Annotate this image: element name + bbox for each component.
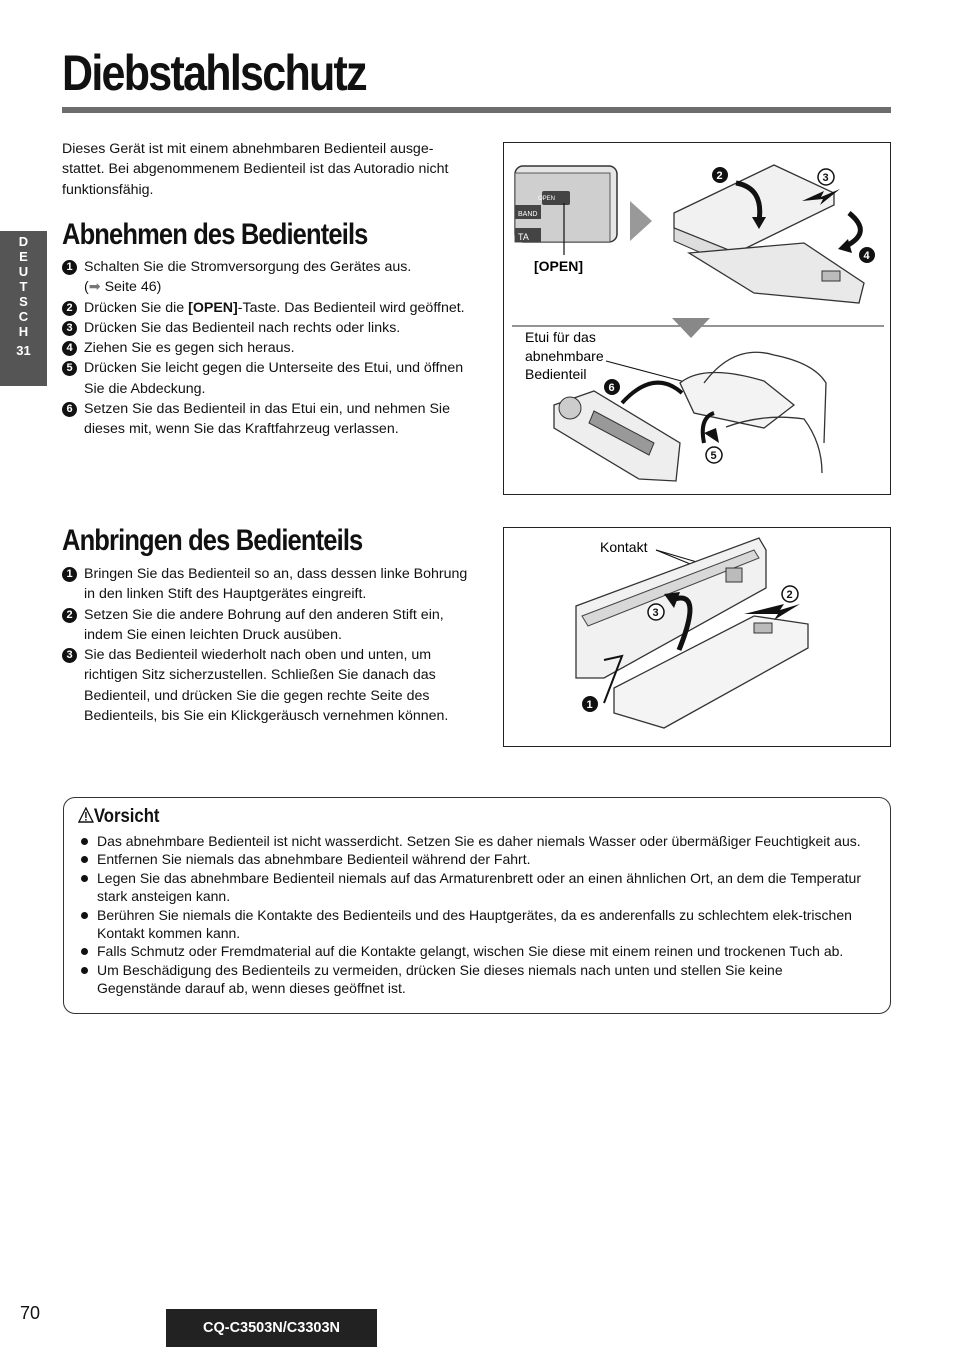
caution-heading <box>78 806 159 828</box>
figure-step-number: 5 <box>710 450 717 462</box>
side-tab-letter: E <box>19 249 28 264</box>
step-number: 3 <box>62 648 77 663</box>
step-item <box>62 358 472 399</box>
remove-figure <box>503 142 891 495</box>
step-number: 6 <box>62 402 77 417</box>
language-side-tab <box>0 231 47 386</box>
caution-item: Das abnehmbare Bedienteil ist nicht wasserdicht. Setzen Sie es daher niemals Wasser oder übermäßiger Feuchtigkeit aus. <box>78 832 868 850</box>
step-item <box>62 645 472 726</box>
figure-step-number: 2 <box>786 589 793 601</box>
main-unit-drawing <box>576 538 808 728</box>
caution-list <box>78 832 868 998</box>
step-text: Drücken Sie die <box>84 299 189 316</box>
step-item <box>62 298 472 318</box>
step-item <box>62 318 472 338</box>
step-text: Schalten Sie die Stromversorgung des Gerätes aus. <box>84 259 412 275</box>
step-number: 4 <box>62 341 77 356</box>
caution-item: Berühren Sie niemals die Kontakte des Bedienteils und des Hauptgerätes, da es anderenfalls zu schlechtem elek-trischen Kontakt kommen kann. <box>78 906 868 943</box>
arrow-down-icon <box>672 318 710 338</box>
figure-step-number: 3 <box>822 172 829 184</box>
attach-figure <box>503 527 891 747</box>
page-number: 70 <box>20 1303 41 1323</box>
hands-with-case-drawing <box>680 352 826 473</box>
side-tab-page: 31 <box>16 343 31 358</box>
step-item <box>62 399 472 440</box>
side-tab-letter: T <box>19 279 28 294</box>
attach-illustration <box>504 528 890 746</box>
side-tab-letter: D <box>18 234 29 249</box>
step-number: 1 <box>62 567 77 582</box>
step-item <box>62 338 472 358</box>
step-text: Setzen Sie die andere Bohrung auf den anderen Stift ein, indem Sie einen leichten Druck ausüben. <box>84 606 444 643</box>
step-number: 1 <box>62 260 77 275</box>
step-number: 5 <box>62 361 77 376</box>
step-text: -Taste. Das Bedienteil wird geöffnet. <box>237 299 465 316</box>
remove-steps <box>62 257 472 440</box>
radio-button-text: OPEN <box>538 196 556 202</box>
contact-label: Kontakt <box>600 539 648 555</box>
attach-steps <box>62 564 472 726</box>
warning-icon <box>78 807 94 823</box>
title-rule <box>62 107 891 113</box>
figure-step-number: 1 <box>586 699 593 711</box>
figure-step-number: 4 <box>863 250 870 262</box>
radio-button-text: BAND <box>518 211 538 218</box>
side-tab-letter: C <box>18 309 29 324</box>
step-number: 2 <box>62 301 77 316</box>
side-tab-letter: S <box>19 294 28 309</box>
figure-step-number: 6 <box>608 382 615 394</box>
radio-button-text: TA <box>518 232 529 242</box>
step-text: Setzen Sie das Bedienteil in das Etui ein, und nehmen Sie dieses mit, wenn Sie das Kraftfahrzeug verlassen. <box>84 401 450 438</box>
caution-item: Entfernen Sie niemals das abnehmbare Bedienteil während der Fahrt. <box>78 850 868 868</box>
step-text: Bringen Sie das Bedienteil so an, dass dessen linke Bohrung in den linken Stift des Hauptgerätes eingreift. <box>84 566 468 603</box>
open-key-label: [OPEN] <box>188 299 238 316</box>
page-title: Diebstahlschutz <box>62 45 366 101</box>
step-text: Sie das Bedienteil wiederholt nach oben und unten, um richtigen Sitz sicherzustellen. Schließen Sie danach das Bedienteil, und drücken Sie die gegen rechte Seite des Bedienteils, bis Sie ein Klickgeräusch vernehmen können. <box>84 647 449 725</box>
caution-item: Falls Schmutz oder Fremdmaterial auf die Kontakte gelangt, wischen Sie diese mit einem reinen und trockenen Tuch ab. <box>78 942 868 960</box>
figure-step-number: 3 <box>652 607 659 619</box>
remove-illustration <box>504 143 890 494</box>
step-item <box>62 564 472 605</box>
caution-title: Vorsicht <box>93 806 160 827</box>
side-tab-letter: U <box>18 264 29 279</box>
figure-step-number: 2 <box>716 170 723 182</box>
arrow-right-icon <box>630 201 652 241</box>
step-item <box>62 257 472 298</box>
section-heading-remove: Abnehmen des Bedienteils <box>62 218 368 251</box>
step-text: Ziehen Sie es gegen sich heraus. <box>84 340 295 357</box>
open-callout-label: [OPEN] <box>534 258 583 274</box>
caution-item: Um Beschädigung des Bedienteils zu vermeiden, drücken Sie dieses niemals nach unten und stellen Sie keine Gegenstände darauf ab, wenn dieses geöffnet ist. <box>78 961 868 998</box>
arrow-right-icon: ➡ <box>88 279 101 296</box>
page-reference: (➡ Seite 46) <box>84 279 162 296</box>
radio-closeup <box>515 166 617 255</box>
step-text: Drücken Sie leicht gegen die Unterseite des Etui, und öffnen Sie die Abdeckung. <box>84 360 464 397</box>
faceplate-drawing <box>554 383 682 481</box>
step-number: 3 <box>62 321 77 336</box>
intro-text: Dieses Gerät ist mit einem abnehmbaren Bedienteil ausge-stattet. Bei abgenommenem Bedienteil ist das Autoradio nicht funktionsfähig. <box>62 141 449 198</box>
step-item <box>62 605 472 646</box>
caution-item: Legen Sie das abnehmbare Bedienteil niemals auf das Armaturenbrett oder an einen ähnlichen Ort, an dem die Temperatur stark ansteigen kann. <box>78 869 868 906</box>
step-text: Drücken Sie das Bedienteil nach rechts oder links. <box>84 319 401 336</box>
opened-panel-drawing <box>674 165 864 303</box>
side-tab-letter: H <box>18 324 29 339</box>
page-reference-text: Seite 46) <box>104 279 162 296</box>
case-label: Etui für das abnehmbare Bedienteil <box>525 329 604 382</box>
section-heading-attach: Anbringen des Bedienteils <box>62 524 363 557</box>
step-number: 2 <box>62 608 77 623</box>
model-number-badge: CQ-C3503N/C3303N <box>166 1309 377 1347</box>
